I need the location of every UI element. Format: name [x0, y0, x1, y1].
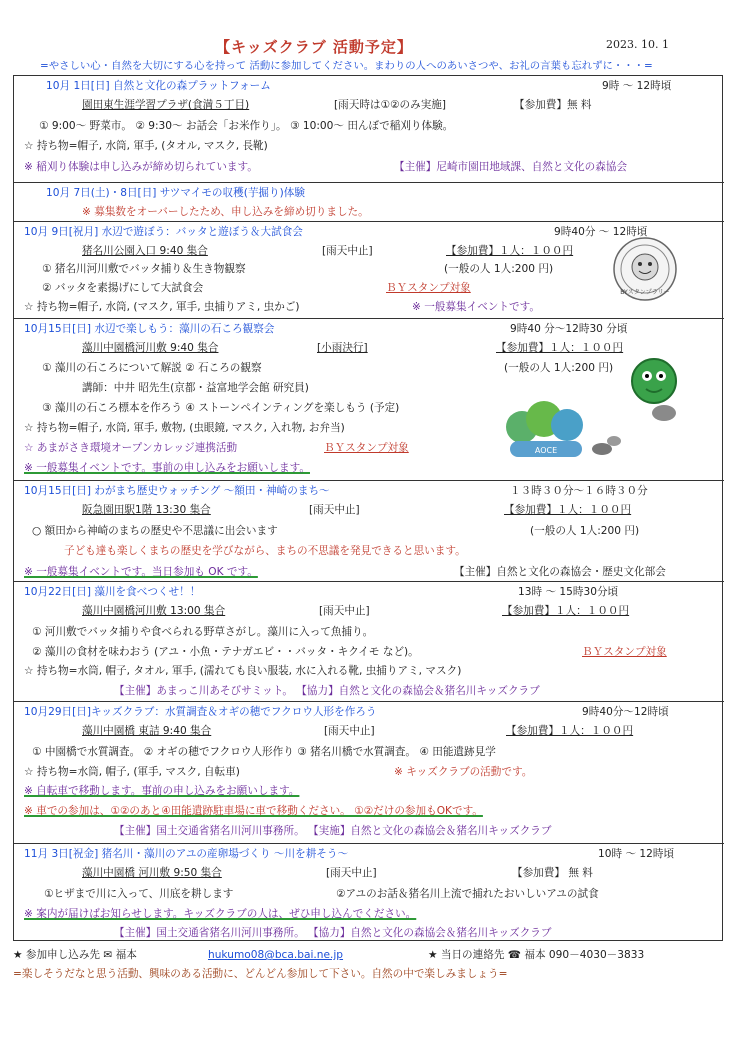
note: ※ 稲刈り体験は申し込みが締め切られています。 — [24, 161, 258, 173]
rain-policy: [雨天中止] — [324, 725, 375, 737]
rain-policy: [雨天中止] — [326, 867, 377, 879]
event-place: 藻川中園橋河川敷 9:40 集合 — [82, 342, 219, 354]
by-stamp-badge: ＢＹスタンプ対象 — [582, 646, 667, 658]
event-detail: ① 中園橋で水質調査。 ② オギの穂でフクロウ人形作り ③ 猪名川橋で水質調査。 ④ 田能遺跡見学 — [32, 746, 496, 758]
note: ※ 一般募集イベントです。当日参加も OK です。 — [24, 566, 258, 578]
aoce-logo — [502, 369, 622, 464]
event-description: 子ども達も楽しくまちの歴史を学びながら、まちの不思議を発見できると思います。 — [64, 545, 466, 557]
day-contact: ★ 当日の連絡先 ☎ 福本 090－4030－3833 — [428, 949, 645, 961]
event-detail: ② バッタを素揚げにして大試食会 — [42, 282, 204, 294]
event-time: 9時40分～12時頃 — [582, 706, 669, 718]
event-detail: ① 猪名川河川敷でバッタ捕り＆生き物観察 — [42, 263, 246, 275]
belongings: ☆ 持ち物=帽子, 水筒, 軍手, 敷物, (虫眼鏡, マスク, 入れ物, お弁当) — [24, 422, 345, 434]
fee: 【参加費】１人：１００円 — [446, 245, 574, 257]
rain-policy: [雨天中止] — [319, 605, 370, 617]
issue-date: 2023. 10. 1 — [606, 38, 669, 51]
fee: 【参加費】１人：１００円 — [496, 342, 624, 354]
event-oct-9 — [14, 221, 724, 319]
event-place: 阪急園田駅1階 13:30 集合 — [82, 504, 211, 516]
event-title: 11月 3日[祝金] 猪名川・藻川のアユの産卵場づくり ～川を耕そう～ — [24, 848, 349, 860]
event-title: 10月15日[日] わがまち歴史ウォッチング ～額田・神崎のまち～ — [24, 485, 330, 497]
event-title: 10月 1日[日] 自然と文化の森プラットフォーム — [46, 80, 271, 92]
event-title: 10月22日[日] 藻川を食べつくせ！！ — [24, 586, 201, 598]
event-time: 9時40 分～12時30 分頃 — [510, 323, 628, 335]
event-time: 9時40分 ～ 12時頃 — [554, 226, 648, 238]
by-stamp-badge: ＢＹスタンプ対象 — [386, 282, 471, 294]
by-stamp-logo — [610, 236, 680, 302]
event-title: 10月29日[日]キッズクラブ：水質調査＆オギの穂でフクロウ人形を作ろう — [24, 706, 377, 718]
closed-note: ※ 募集数をオーバーしたため、申し込みを締め切りました。 — [82, 206, 369, 218]
organizer: 【主催】国土交通省猪名川河川事務所。 【実施】自然と文化の森協会＆猪名川キッズクラブ — [114, 825, 552, 837]
event-place: 藻川中園橋 東詰 9:40 集合 — [82, 725, 212, 737]
event-title: 10月 9日[祝月] 水辺で遊ぼう：バッタと遊ぼう＆大試食会 — [24, 226, 303, 238]
event-time: 10時 ～ 12時頃 — [598, 848, 675, 860]
schedule-box — [13, 75, 723, 941]
fee: 【参加費】１人：１００円 — [502, 605, 630, 617]
motto: =やさしい心・自然を大切にする心を持って 活動に参加してください。まわりの人へのあいさつや、お礼の言葉も忘れずに・・・= — [40, 60, 653, 72]
event-nov-3 — [14, 843, 724, 942]
event-oct-1 — [14, 76, 724, 181]
logo-text: BYスタンプラリー — [620, 289, 670, 296]
contact-label: ★ 参加申し込み先 ✉ 福本 — [13, 949, 137, 961]
footer-contacts — [13, 946, 723, 965]
event-detail: ○ 額田から神崎のまちの歴史や不思議に出会います — [32, 525, 278, 537]
fee: 【参加費】 無 料 — [512, 867, 593, 879]
email-link[interactable]: hukumo08@bca.bai.ne.jp — [208, 949, 344, 961]
rain-policy: [雨天中止] — [309, 504, 360, 516]
event-oct-15-stones — [14, 318, 724, 480]
event-detail: ③ 藻川の石ころ標本を作ろう ④ ストーンペインティングを楽しもう (予定) — [42, 402, 400, 414]
event-detail: ① 河川敷でバッタ捕りや食べられる野草さがし。藻川に入って魚捕り。 — [32, 626, 374, 638]
event-detail: ① 藻川の石ころについて解説 ② 石ころの観察 — [42, 362, 262, 374]
note: ※ 一般募集イベントです。 — [412, 301, 540, 313]
event-title: 10月15日[日] 水辺で楽しもう：藻川の石ころ観察会 — [24, 323, 275, 335]
logo-text: AOCE — [534, 446, 558, 455]
event-time: 9時 ～ 12時頃 — [602, 80, 672, 92]
belongings: ☆ 持ち物=帽子, 水筒, 軍手, (タオル, マスク, 長靴) — [24, 140, 268, 152]
event-oct-15-history — [14, 480, 724, 582]
event-oct-22 — [14, 581, 724, 702]
note: ※ 自転車で移動します。事前の申し込みをお願いします。 — [24, 785, 300, 797]
event-oct-29 — [14, 701, 724, 843]
mascot-icon — [624, 341, 684, 431]
fee: 【参加費】無 料 — [514, 99, 592, 111]
belongings: ☆ 持ち物=水筒, 帽子, (軍手, マスク, 自転車) — [24, 766, 240, 778]
event-time: 13時 ～ 15時30分頃 — [518, 586, 619, 598]
fee: 【参加費】１人：１００円 — [506, 725, 634, 737]
rain-policy: [雨天時は①②のみ実施] — [334, 99, 447, 111]
event-time: １３時３０分～１６時３０分 — [510, 485, 648, 497]
car-note: ※ 車での参加は、①②のあと④田能遺跡駐車場に車で移動ください。 ①②だけの参加もOKです。 — [24, 805, 483, 817]
belongings: ☆ 持ち物=水筒, 帽子, タオル, 軍手, (濡れても良い服装, 水に入れる靴, 虫捕りアミ, マスク) — [24, 665, 462, 677]
belongings: ☆ 持ち物=帽子, 水筒, (マスク, 軍手, 虫捕りアミ, 虫かご) — [24, 301, 300, 313]
footer-closing — [13, 965, 723, 984]
event-detail: ②アユのお話＆猪名川上流で捕れたおいしいアユの試食 — [336, 888, 599, 900]
organizer: 【主催】尼崎市園田地域課、自然と文化の森協会 — [394, 161, 628, 173]
event-detail: ② 藻川の食材を味わおう (アユ・小魚・テナガエビ・・バッタ・キクイモ など)。 — [32, 646, 419, 658]
event-place: 藻川中園橋 河川敷 9:50 集合 — [82, 867, 222, 879]
general-fee: (一般の人 1人:200 円) — [444, 263, 554, 275]
event-place: 園田東生涯学習プラザ(食満５丁目) — [82, 99, 250, 111]
note: ※ 案内が届けばお知らせします。キッズクラブの人は、ぜひ申し込んでください。 — [24, 908, 417, 920]
partner-note: ☆ あまがさき環境オープンカレッジ連携活動 — [24, 442, 238, 454]
event-detail: ① 9:00～ 野菜市。 ② 9:30～ お話会「お米作り」。 ③ 10:00～ 田んぼで稲刈り体験。 — [39, 120, 454, 132]
header — [0, 0, 735, 72]
general-fee: (一般の人 1人:200 円) — [504, 362, 614, 374]
organizer: 【主催】あまっこ川あそびサミット。 【協力】自然と文化の森協会＆猪名川キッズクラブ — [114, 685, 540, 697]
page-title: 【キッズクラブ 活動予定】 — [215, 38, 413, 56]
event-place: 猪名川公園入口 9:40 集合 — [82, 245, 208, 257]
event-title: 10月 7日(土)・8日[日] サツマイモの収穫(芋掘り)体験 — [46, 187, 305, 199]
rain-policy: [小雨決行] — [317, 342, 368, 354]
fee: 【参加費】１人：１００円 — [504, 504, 632, 516]
event-place: 藻川中園橋河川敷 13:00 集合 — [82, 605, 226, 617]
general-fee: (一般の人 1人:200 円) — [530, 525, 640, 537]
organizer: 【主催】国土交通省猪名川河川事務所。 【協力】自然と文化の森協会＆猪名川キッズクラブ — [114, 927, 552, 939]
event-oct-7 — [14, 182, 724, 222]
lecturer: 講師：中井 昭先生(京都・益富地学会館 研究員) — [82, 382, 309, 394]
rain-policy: [雨天中止] — [322, 245, 373, 257]
closing-message: =楽しそうだなと思う活動、興味のある活動に、どんどん参加して下さい。自然の中で楽しみましょう= — [13, 968, 508, 980]
organizer: 【主催】自然と文化の森協会・歴史文化部会 — [454, 566, 666, 578]
by-stamp-badge: ＢＹスタンプ対象 — [324, 442, 409, 454]
event-detail: ①ヒザまで川に入って、川底を耕します — [44, 888, 234, 900]
note: ※ キッズクラブの活動です。 — [394, 766, 533, 778]
note: ※ 一般募集イベントです。事前の申し込みをお願いします。 — [24, 462, 310, 474]
